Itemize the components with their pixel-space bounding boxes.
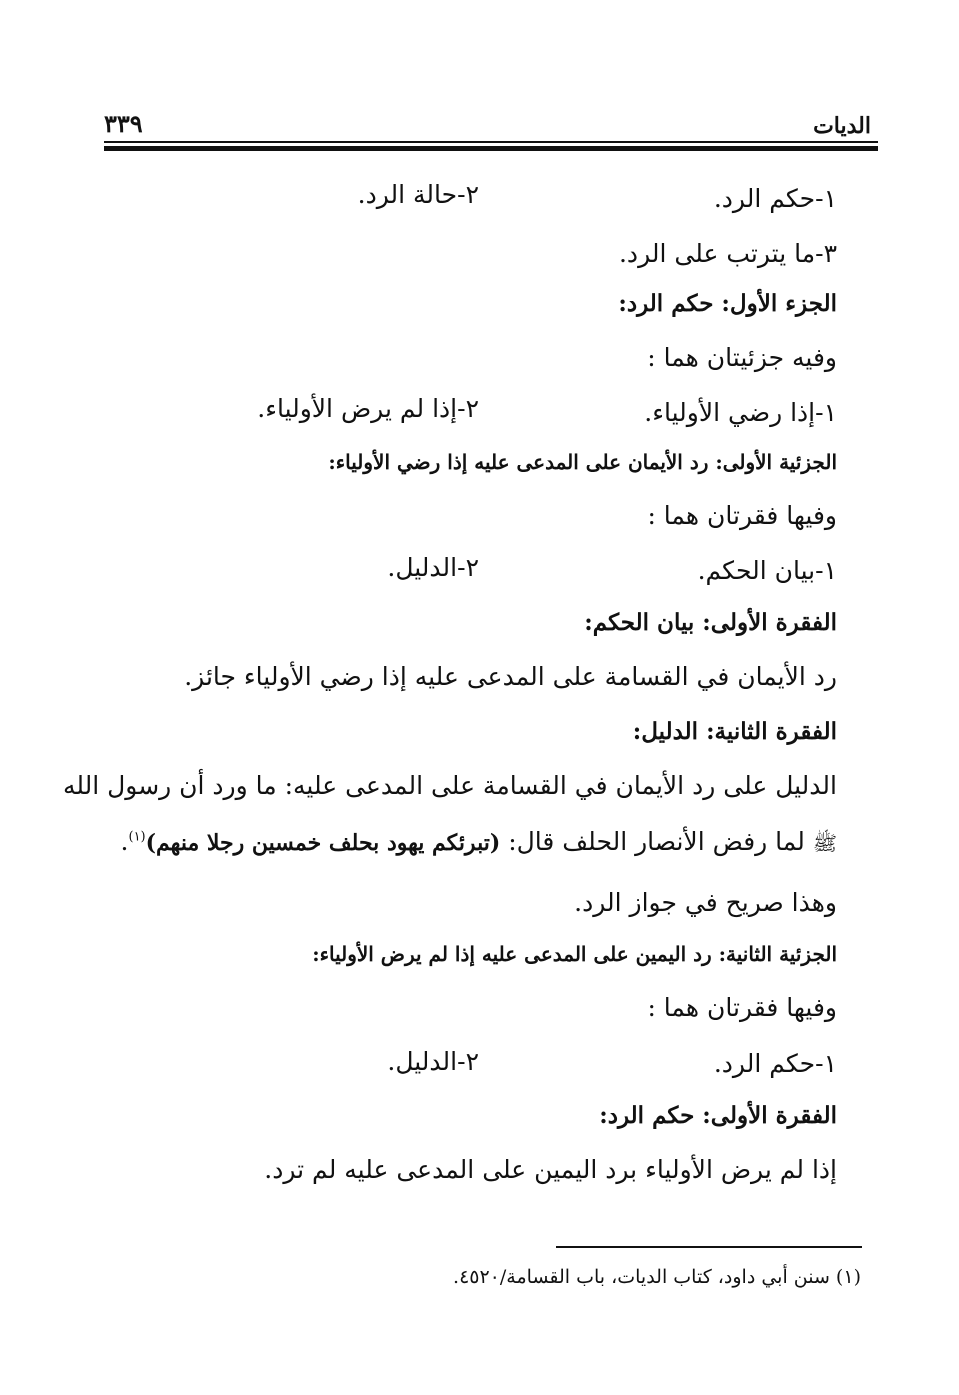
hadith-quote: (تبرئكم يهود بحلف خمسين رجلا منهم) bbox=[145, 830, 501, 856]
paragraph bbox=[121, 829, 837, 854]
list-item: ٢-الدليل. bbox=[387, 553, 479, 582]
footnote: (١) سنن أبي داود، كتاب الديات، باب القسامة/٤٥٢٠. bbox=[453, 1266, 861, 1288]
subsection-heading: الجزئية الثانية: رد اليمين على المدعى عليه إذا لم يرض الأولياء: bbox=[312, 942, 837, 966]
running-header-title: الديات bbox=[813, 113, 871, 139]
subsection-heading: الجزئية الأولى: رد الأيمان على المدعى عليه إذا رضي الأولياء: bbox=[328, 450, 837, 474]
list-item: ١-إذا رضي الأولياء. bbox=[644, 398, 837, 427]
paragraph: وفيها فقرتان هما : bbox=[647, 993, 837, 1022]
page-number: ٣٣٩ bbox=[104, 109, 143, 138]
list-item: ٢-إذا لم يرض الأولياء. bbox=[257, 394, 479, 423]
list-item: ١-حكم الرد. bbox=[713, 1049, 837, 1078]
header-rule-thick bbox=[104, 146, 878, 151]
header-rule-thin bbox=[104, 141, 878, 143]
section-heading: الجزء الأول: حكم الرد: bbox=[618, 290, 837, 317]
text-run: . bbox=[120, 827, 129, 856]
list-item: ٢-حالة الرد. bbox=[357, 180, 479, 209]
footnote-ref: (١) bbox=[128, 829, 146, 845]
list-item: ٣-ما يترتب على الرد. bbox=[618, 239, 837, 268]
footnote-separator bbox=[556, 1246, 862, 1248]
list-item: ١-بيان الحكم. bbox=[697, 556, 837, 585]
paragraph-heading: الفقرة الأولى: حكم الرد: bbox=[599, 1102, 837, 1129]
paragraph: رد الأيمان في القسامة على المدعى عليه إذا رضي الأولياء جائز. bbox=[184, 662, 837, 691]
paragraph: الدليل على رد الأيمان في القسامة على المدعى عليه: ما ورد أن رسول الله bbox=[62, 771, 837, 800]
text-run: لما رفض الأنصار الحلف قال: bbox=[508, 827, 805, 856]
paragraph: إذا لم يرض الأولياء برد اليمين على المدعى عليه لم ترد. bbox=[264, 1155, 837, 1184]
paragraph: وفيه جزئيتان هما : bbox=[647, 343, 837, 372]
paragraph-heading: الفقرة الأولى: بيان الحكم: bbox=[584, 609, 837, 636]
paragraph: وهذا صريح في جواز الرد. bbox=[574, 888, 837, 917]
list-item: ١-حكم الرد. bbox=[713, 184, 837, 213]
paragraph: وفيها فقرتان هما : bbox=[647, 501, 837, 530]
list-item: ٢-الدليل. bbox=[387, 1047, 479, 1076]
salutation-glyph: ﷺ bbox=[812, 831, 837, 855]
paragraph-heading: الفقرة الثانية: الدليل: bbox=[632, 718, 837, 745]
